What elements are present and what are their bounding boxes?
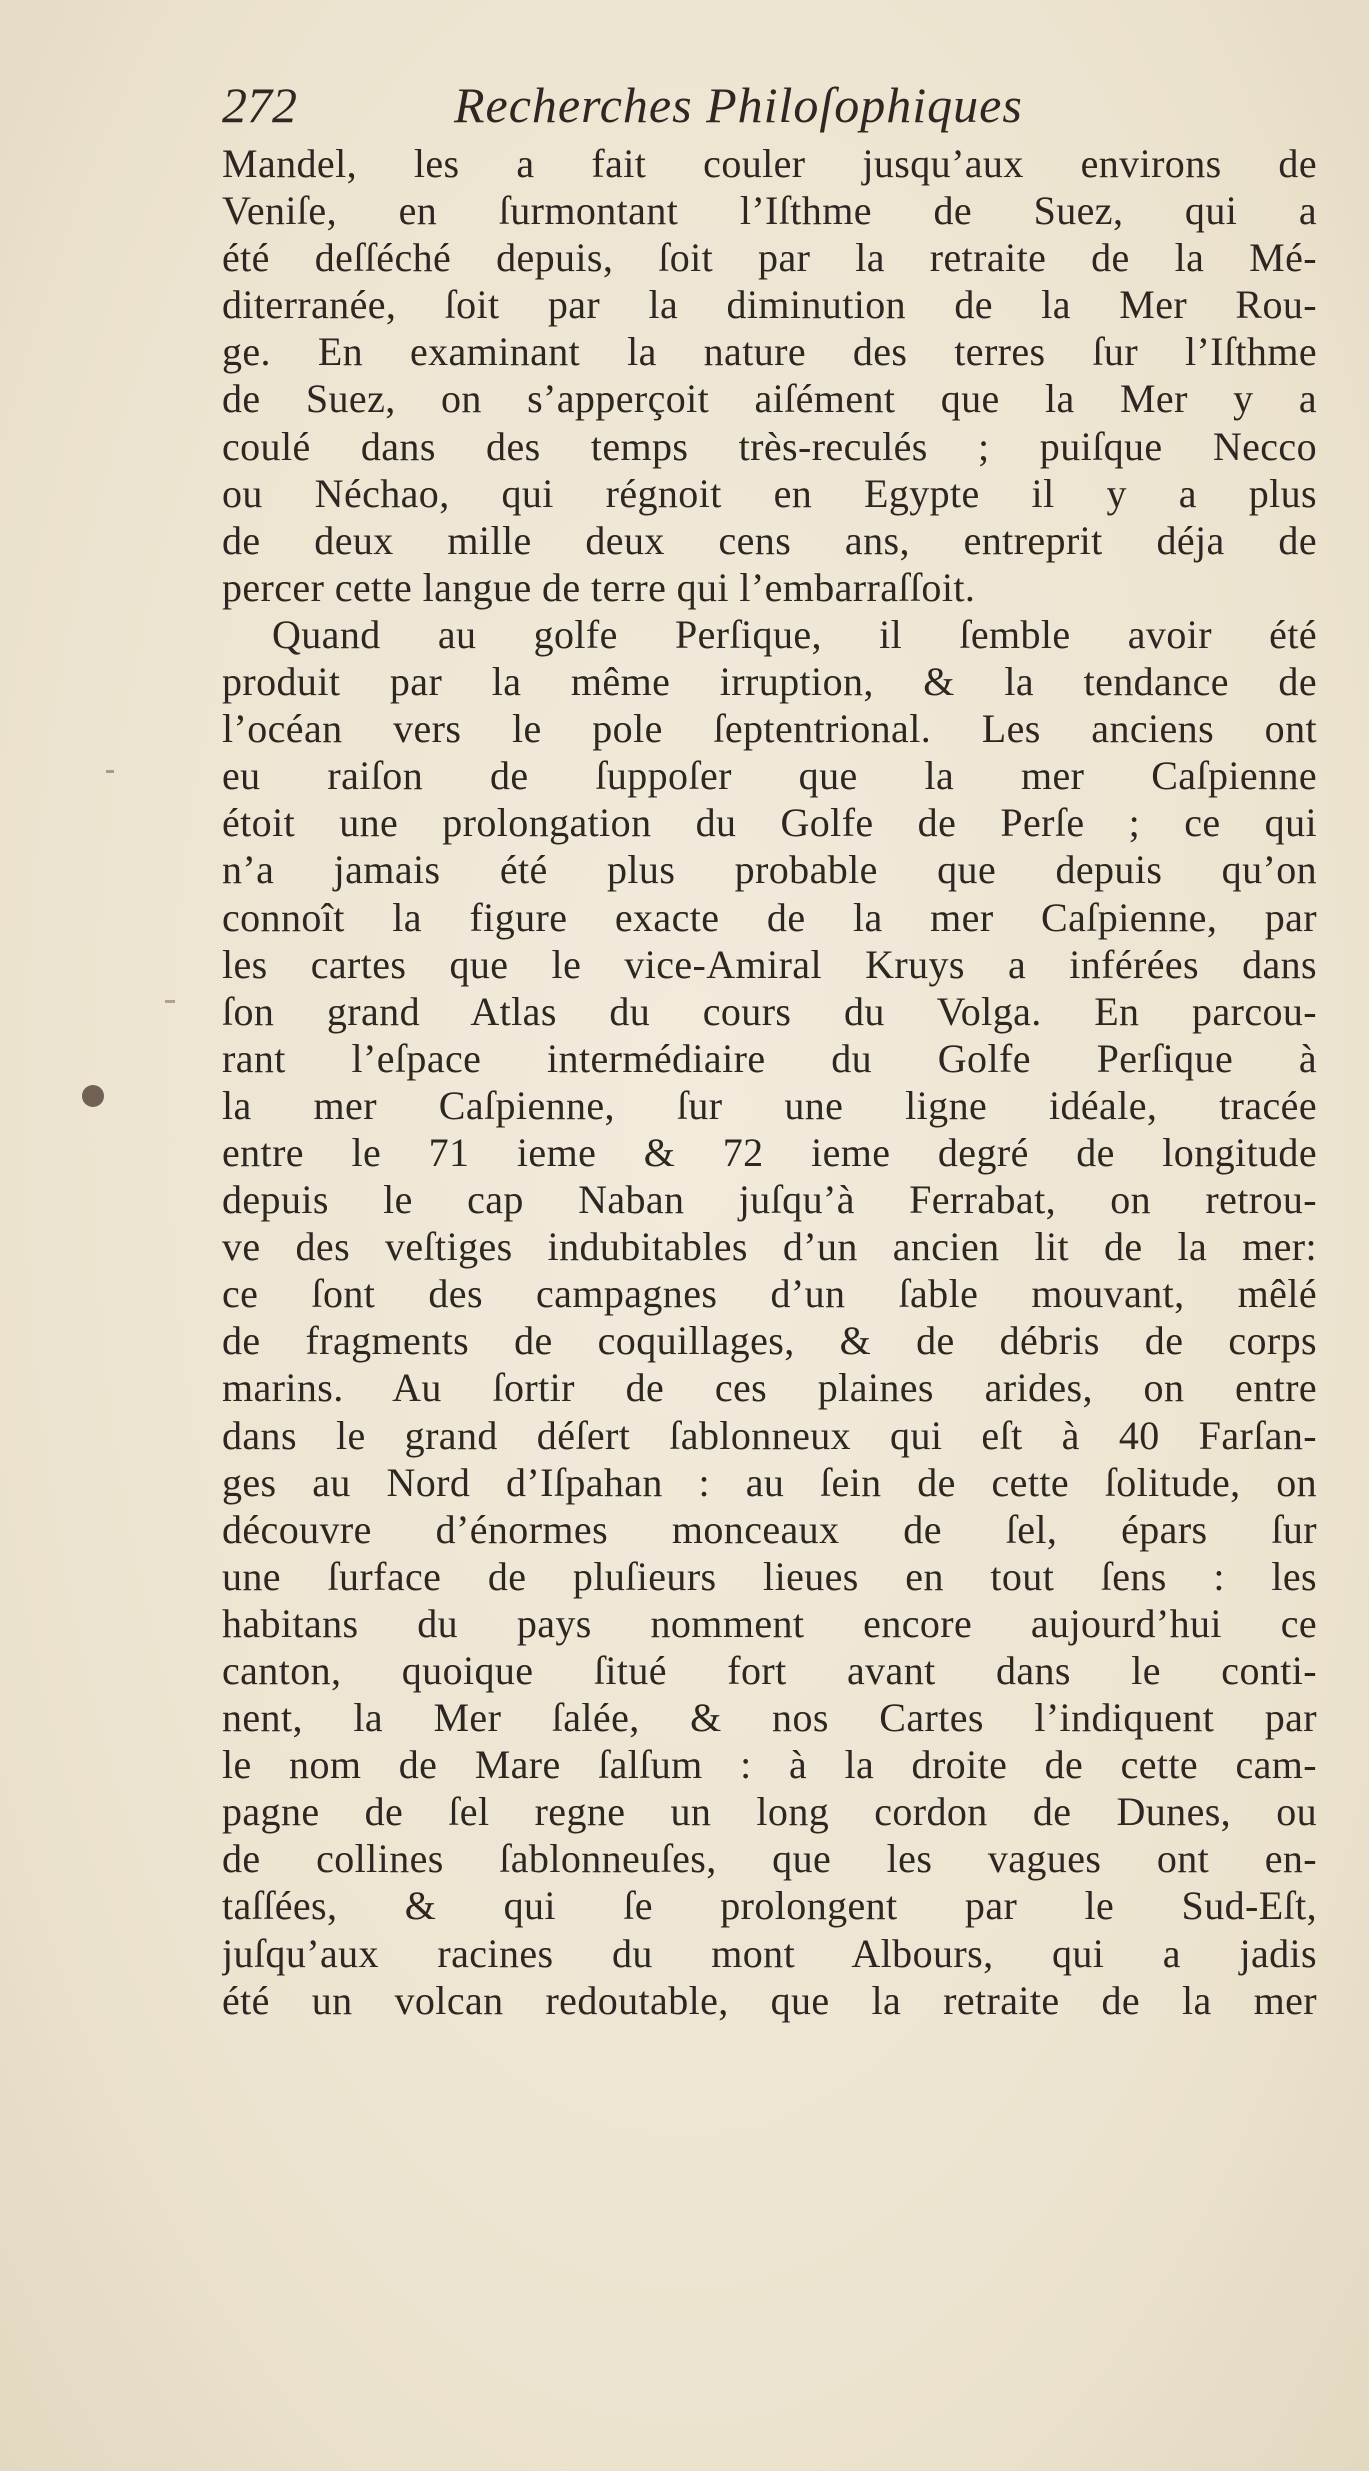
text-line: ou Néchao, qui régnoit en Egypte il y a plus bbox=[222, 470, 1317, 516]
text-line: pagne de ſel regne un long cordon de Dunes, ou bbox=[222, 1789, 1317, 1835]
text-line: de deux mille deux cens ans, entreprit déja de bbox=[222, 517, 1317, 563]
text-line: n’a jamais été plus probable que depuis qu’on bbox=[222, 847, 1317, 893]
text-line: canton, quoique ſitué fort avant dans le conti- bbox=[222, 1648, 1317, 1693]
text-line: ve des veſtiges indubitables d’un ancien lit de la mer: bbox=[222, 1224, 1317, 1270]
text-line: ge. En examinant la nature des terres ſur l’Iſthme bbox=[222, 329, 1317, 375]
ink-speck bbox=[106, 770, 114, 773]
text-line: marins. Au ſortir de ces plaines arides, on entre bbox=[222, 1365, 1317, 1411]
text-line: de Suez, on s’apperçoit aiſément que la Mer y a bbox=[222, 376, 1317, 422]
text-line: rant l’eſpace intermédiaire du Golfe Perſique à bbox=[222, 1035, 1317, 1081]
text-line: nent, la Mer ſalée, & nos Cartes l’indiquent par bbox=[222, 1695, 1317, 1741]
text-line: taſſées, & qui ſe prolongent par le Sud-Eſt, bbox=[222, 1883, 1317, 1929]
text-line: habitans du pays nomment encore aujourd’hui ce bbox=[222, 1600, 1317, 1646]
ink-speck bbox=[165, 1000, 175, 1003]
text-line: connoît la figure exacte de la mer Caſpienne, par bbox=[222, 894, 1317, 940]
text-line: produit par la même irruption, & la tendance de bbox=[222, 659, 1317, 705]
text-line: entre le 71 ieme & 72 ieme degré de longitude bbox=[222, 1129, 1317, 1175]
text-line: percer cette langue de terre qui l’embarraſſoit. bbox=[222, 564, 976, 610]
text-line: dans le grand déſert ſablonneux qui eſt à 40 Farſan- bbox=[222, 1412, 1317, 1458]
text-line: Veniſe, en ſurmontant l’Iſthme de Suez, qui a bbox=[222, 188, 1317, 234]
text-line: le nom de Mare ſalſum : à la droite de cette cam- bbox=[222, 1742, 1317, 1788]
text-line: étoit une prolongation du Golfe de Perſe ; ce qui bbox=[222, 800, 1317, 846]
text-line: été deſſéché depuis, ſoit par la retraite de la Mé- bbox=[222, 235, 1317, 281]
text-line: l’océan vers le pole ſeptentrional. Les anciens ont bbox=[222, 706, 1317, 752]
page-number: 272 bbox=[222, 77, 297, 133]
text-line: eu raiſon de ſuppoſer que la mer Caſpienne bbox=[222, 753, 1317, 799]
text-line: découvre d’énormes monceaux de ſel, épars ſur bbox=[222, 1506, 1317, 1552]
text-line: de collines ſablonneuſes, que les vagues ont en- bbox=[222, 1836, 1317, 1882]
text-line: ges au Nord d’Iſpahan : au ſein de cette ſolitude, on bbox=[222, 1459, 1317, 1505]
text-line: Mandel, les a fait couler jusqu’aux environs de bbox=[222, 141, 1317, 186]
text-line: depuis le cap Naban juſqu’à Ferrabat, on retrou- bbox=[222, 1177, 1317, 1223]
text-line: une ſurface de pluſieurs lieues en tout ſens : les bbox=[222, 1553, 1317, 1599]
text-line: Quand au golfe Perſique, il ſemble avoir été bbox=[272, 611, 1317, 657]
text-line: juſqu’aux racines du mont Albours, qui a jadis bbox=[222, 1930, 1317, 1976]
ink-blot bbox=[82, 1085, 104, 1107]
text-line: ſon grand Atlas du cours du Volga. En parcou- bbox=[222, 988, 1317, 1034]
text-line: été un volcan redoutable, que la retraite de la mer bbox=[222, 1977, 1317, 2023]
text-line: la mer Caſpienne, ſur une ligne idéale, tracée bbox=[222, 1082, 1317, 1128]
body-text bbox=[222, 140, 1317, 2024]
text-line: de fragments de coquillages, & de débris de corps bbox=[222, 1318, 1317, 1364]
text-line: ce ſont des campagnes d’un ſable mouvant, mêlé bbox=[222, 1271, 1317, 1317]
text-line: diterranée, ſoit par la diminution de la Mer Rou- bbox=[222, 282, 1317, 328]
text-line: coulé dans des temps très-reculés ; puiſque Necco bbox=[222, 423, 1317, 469]
page-header bbox=[222, 76, 1242, 146]
running-title: Recherches Philoſophiques bbox=[454, 77, 1023, 133]
text-line: les cartes que le vice-Amiral Kruys a inférées dans bbox=[222, 941, 1317, 987]
